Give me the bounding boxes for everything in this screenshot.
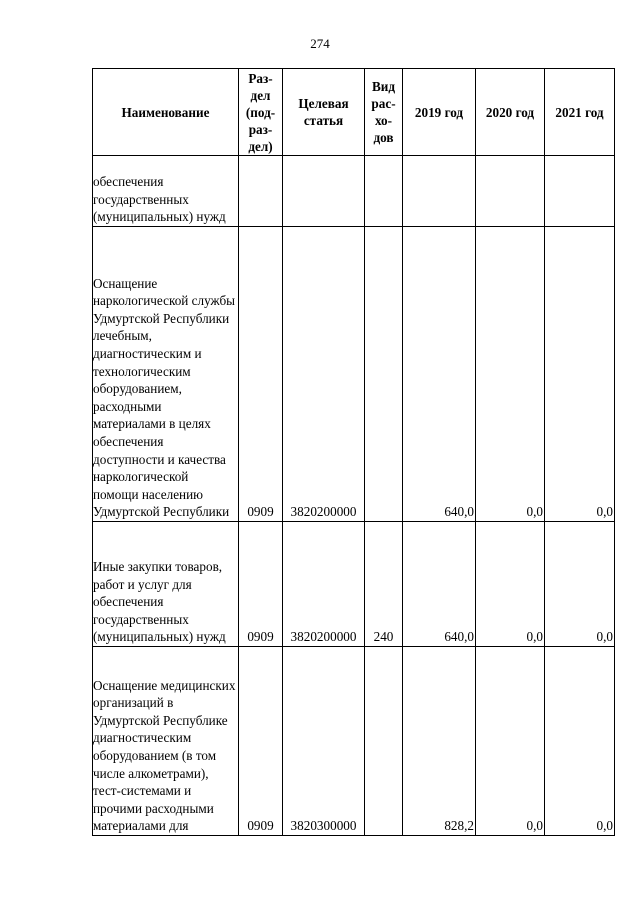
row-name: обеспечения государственных (муниципальных) нужд <box>93 156 239 227</box>
row-2019 <box>403 156 476 227</box>
header-2021: 2021 год <box>545 69 615 156</box>
row-2019: 828,2 <box>403 647 476 836</box>
row-target: 3820300000 <box>283 647 365 836</box>
row-type <box>365 227 403 522</box>
row-type <box>365 156 403 227</box>
row-target: 3820200000 <box>283 227 365 522</box>
row-section <box>239 156 283 227</box>
table-row <box>93 156 615 227</box>
header-row <box>93 69 615 156</box>
row-type: 240 <box>365 522 403 647</box>
header-2020: 2020 год <box>476 69 545 156</box>
row-2020: 0,0 <box>476 647 545 836</box>
row-2021: 0,0 <box>545 227 615 522</box>
table-row <box>93 227 615 522</box>
table-row <box>93 647 615 836</box>
row-name: Иные закупки товаров, работ и услуг для обеспечения государственных (муниципальных) нужд <box>93 522 239 647</box>
row-target: 3820200000 <box>283 522 365 647</box>
page-number: 274 <box>310 36 330 51</box>
row-section: 0909 <box>239 647 283 836</box>
budget-table <box>92 68 615 836</box>
row-section: 0909 <box>239 522 283 647</box>
header-section: Раз- дел (под- раз- дел) <box>239 69 283 156</box>
row-name: Оснащение медицинских организаций в Удмуртской Республике диагностическим оборудованием (в том числе алкометрами), тест-системами и прочими расходными материалами для <box>93 647 239 836</box>
row-section: 0909 <box>239 227 283 522</box>
row-target <box>283 156 365 227</box>
row-2021: 0,0 <box>545 522 615 647</box>
row-2020 <box>476 156 545 227</box>
header-type: Вид рас- хо- дов <box>365 69 403 156</box>
row-2021: 0,0 <box>545 647 615 836</box>
row-2019: 640,0 <box>403 522 476 647</box>
row-2020: 0,0 <box>476 227 545 522</box>
header-name: Наименование <box>93 69 239 156</box>
row-type <box>365 647 403 836</box>
header-2019: 2019 год <box>403 69 476 156</box>
row-2020: 0,0 <box>476 522 545 647</box>
header-target: Целевая статья <box>283 69 365 156</box>
row-2021 <box>545 156 615 227</box>
row-2019: 640,0 <box>403 227 476 522</box>
table-row <box>93 522 615 647</box>
row-name: Оснащение наркологической службы Удмуртской Республики лечебным, диагностическим и технологическим оборудованием, расходными материалами в целях обеспечения доступности и качества наркологической помощи населению Удмуртской Республики <box>93 227 239 522</box>
